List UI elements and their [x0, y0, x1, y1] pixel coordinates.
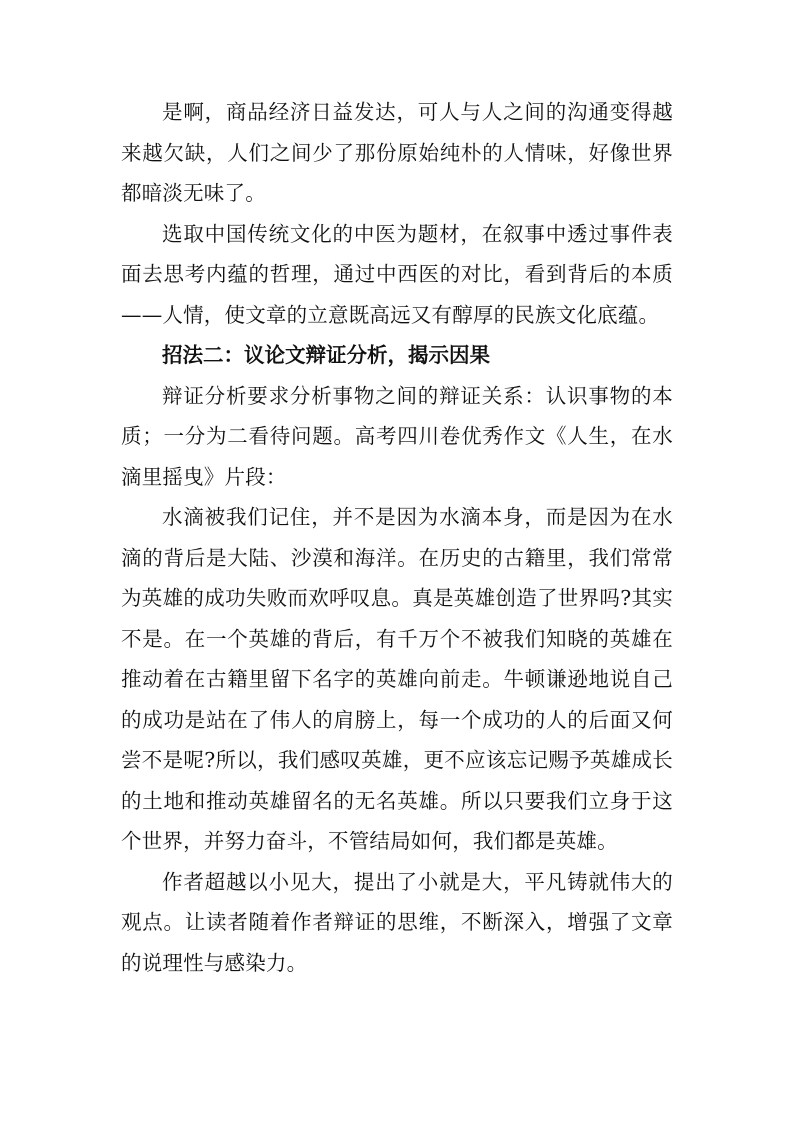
- section-heading-method-two: 招法二：议论文辩证分析，揭示因果: [162, 343, 490, 367]
- paragraph-commentary: 作者超越以小见大，提出了小就是大，平凡铸就伟大的观点。让读者随着作者辩证的思维，不断深入，增强了文章的说理性与感染力。: [121, 869, 673, 975]
- paragraph-chinese-medicine-theme: 选取中国传统文化的中医为题材，在叙事中透过事件表面去思考内蕴的哲理，通过中西医的对比，看到背后的本质——人情，使文章的立意既高远又有醇厚的民族文化底蕴。: [121, 221, 673, 327]
- paragraph-essay-excerpt: 水滴被我们记住，并不是因为水滴本身，而是因为在水滴的背后是大陆、沙漠和海洋。在历史的古籍里，我们常常为英雄的成功失败而欢呼叹息。真是英雄创造了世界吗?其实不是。在一个英雄的背后，有千万个不被我们知晓的英雄在推动着在古籍里留下名字的英雄向前走。牛顿谦逊地说自己的成功是站在了伟人的肩膀上，每一个成功的人的后面又何尝不是呢?所以，我们感叹英雄，更不应该忘记赐予英雄成长的土地和推动英雄留名的无名英雄。所以只要我们立身于这个世界，并努力奋斗，不管结局如何，我们都是英雄。: [121, 505, 673, 853]
- paragraph-market-economy: 是啊，商品经济日益发达，可人与人之间的沟通变得越来越欠缺，人们之间少了那份原始纯朴的人情味，好像世界都暗淡无味了。: [121, 100, 673, 205]
- paragraph-dialectical-analysis: 辩证分析要求分析事物之间的辩证关系：认识事物的本质；一分为二看待问题。高考四川卷优秀作文《人生，在水滴里摇曳》片段：: [121, 383, 673, 489]
- document-body: [121, 92, 673, 983]
